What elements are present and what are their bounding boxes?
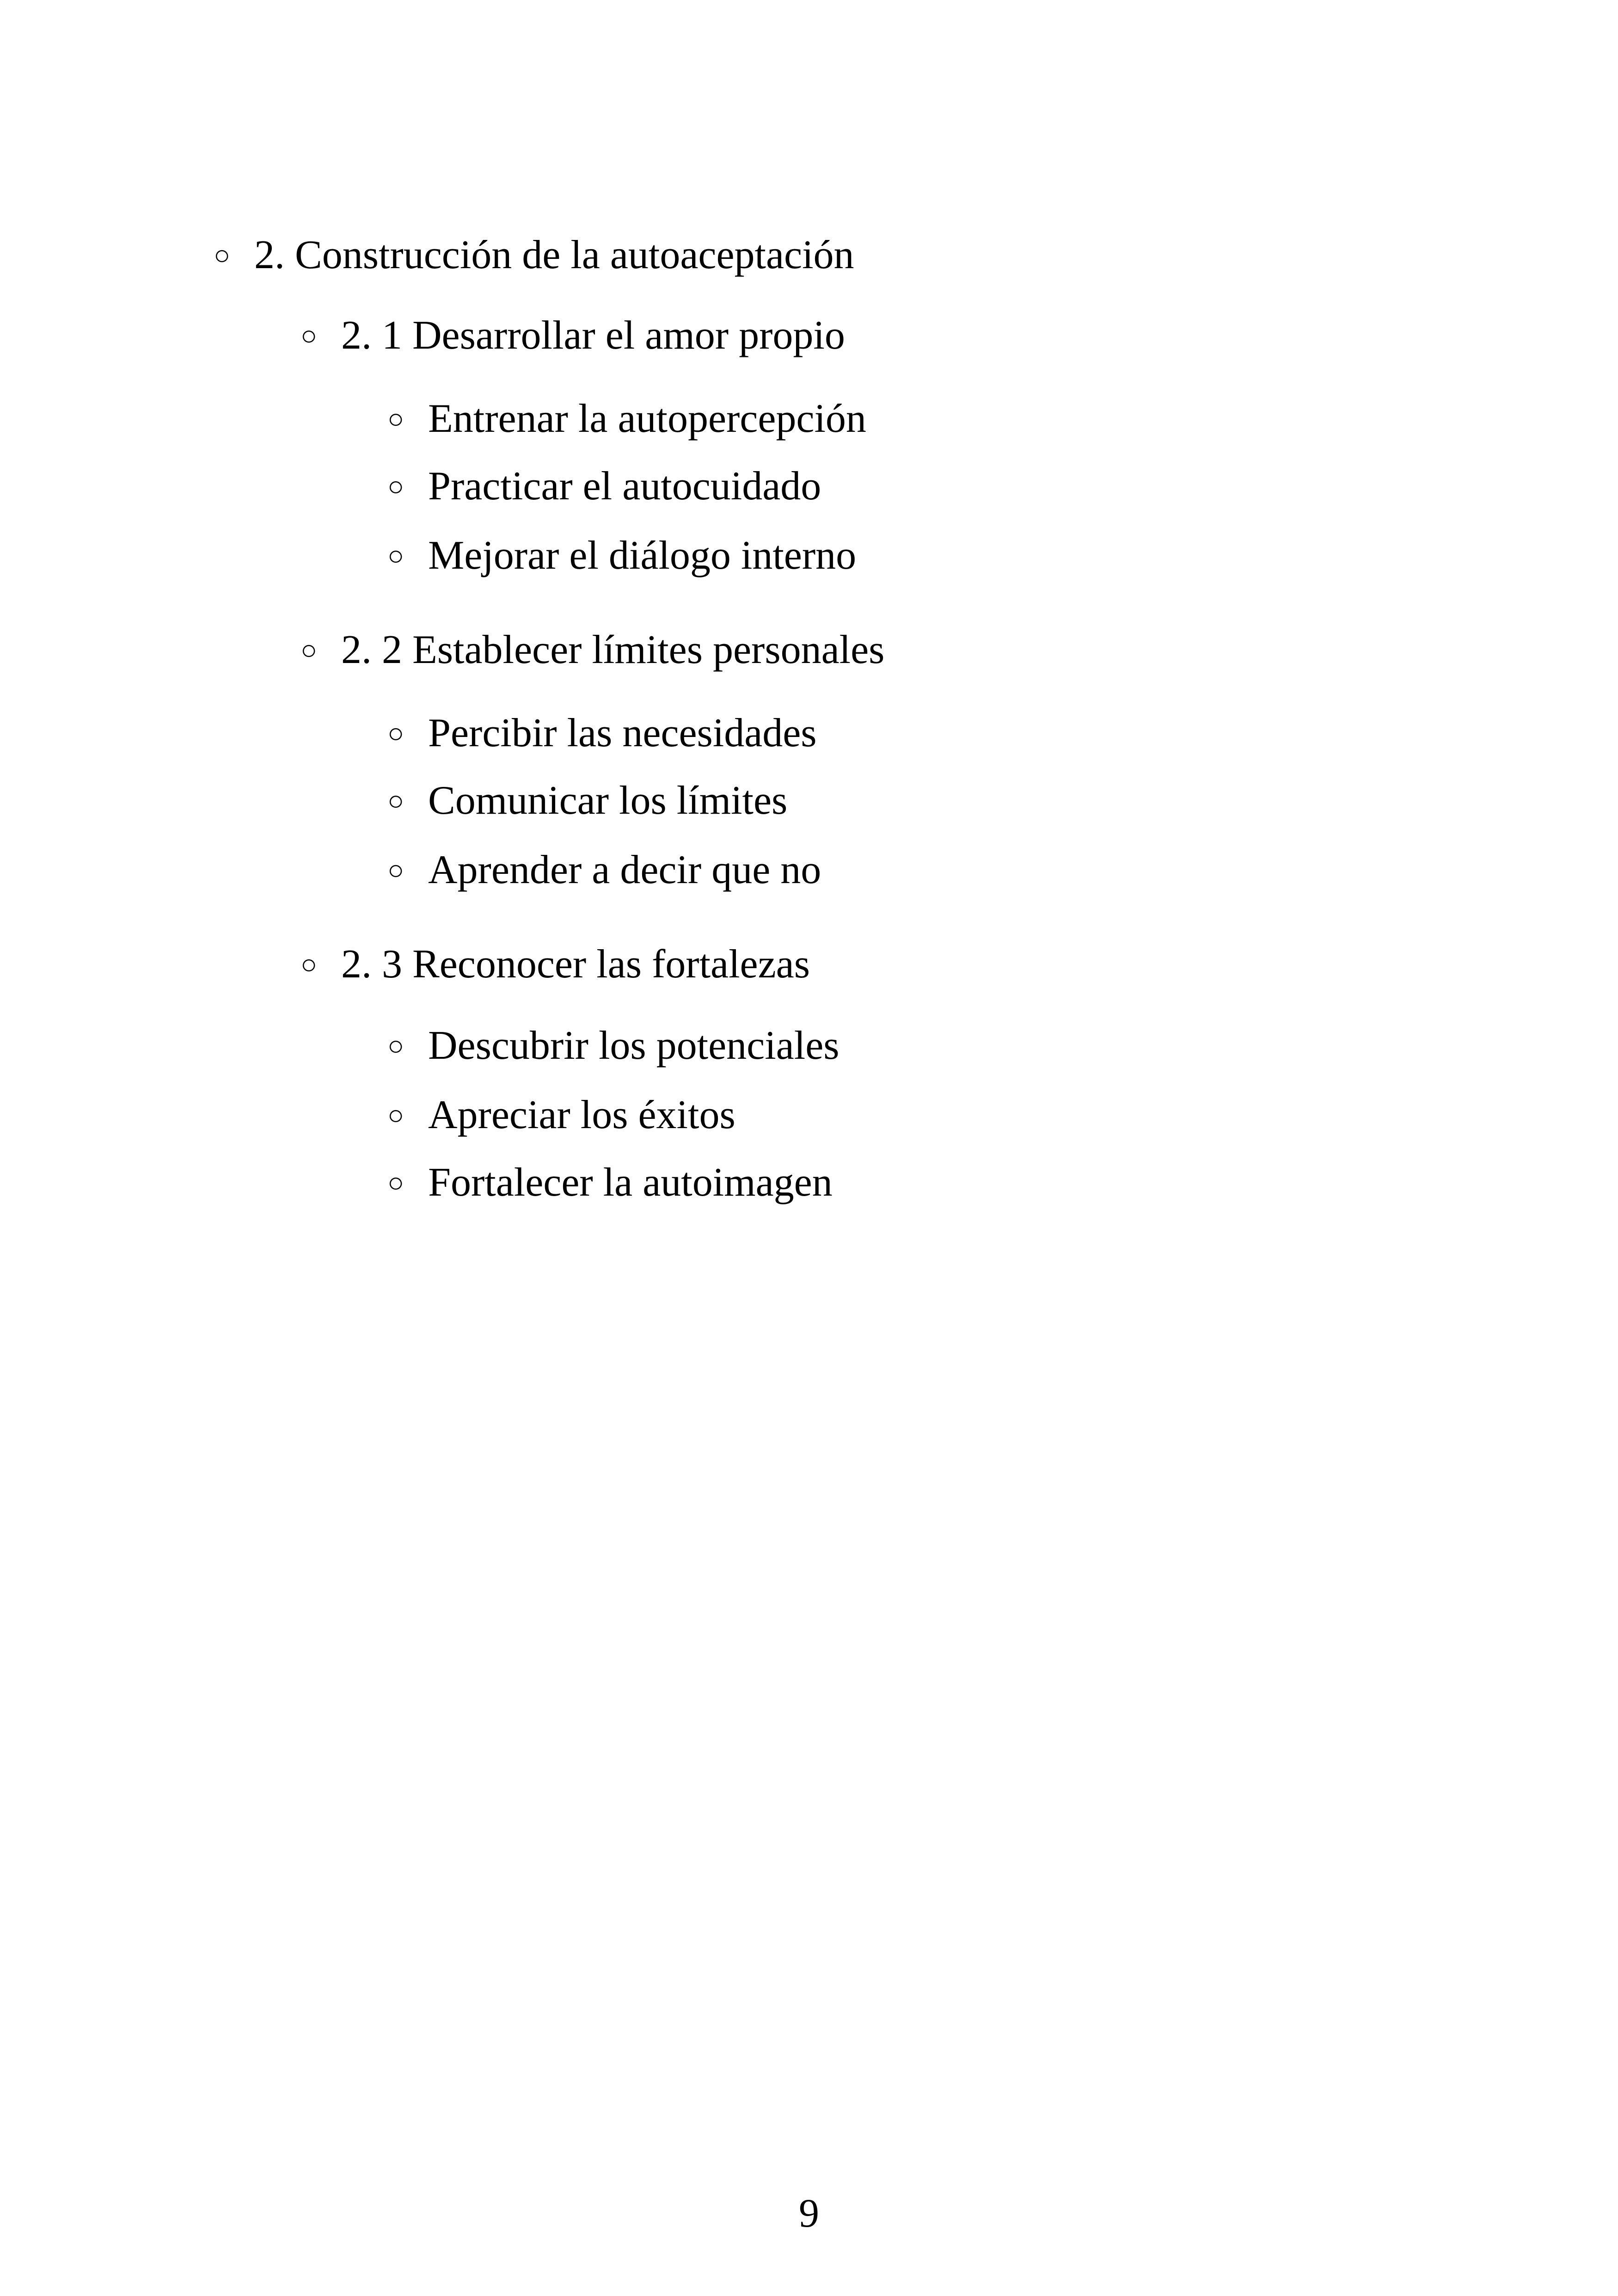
outline-subsection-item bbox=[300, 313, 845, 359]
hollow-circle-bullet-icon: ○ bbox=[387, 718, 404, 749]
outline-item-label: Fortalecer la autoimagen bbox=[428, 1160, 833, 1205]
outline-item-label: Comunicar los límites bbox=[428, 778, 788, 823]
outline-item-label: Practicar el autocuidado bbox=[428, 464, 821, 509]
outline-item-label: Apreciar los éxitos bbox=[428, 1093, 735, 1137]
outline-list-item bbox=[387, 533, 856, 579]
outline-list-item bbox=[387, 396, 866, 442]
hollow-circle-bullet-icon: ○ bbox=[387, 404, 404, 434]
outline-item-label: Mejorar el diálogo interno bbox=[428, 533, 857, 578]
outline-section-label: 2. Construcción de la autoaceptación bbox=[254, 233, 854, 277]
outline-list-item bbox=[387, 710, 817, 756]
hollow-circle-bullet-icon: ○ bbox=[300, 635, 318, 665]
hollow-circle-bullet-icon: ○ bbox=[387, 1100, 404, 1130]
hollow-circle-bullet-icon: ○ bbox=[214, 240, 231, 270]
hollow-circle-bullet-icon: ○ bbox=[387, 1167, 404, 1198]
outline-list-item bbox=[387, 1160, 833, 1206]
outline-list-item bbox=[387, 847, 821, 893]
outline-list-item bbox=[387, 1023, 840, 1069]
hollow-circle-bullet-icon: ○ bbox=[387, 786, 404, 816]
outline-subsection-label: 2. 3 Reconocer las fortalezas bbox=[341, 942, 810, 987]
outline-item-label: Entrenar la autopercepción bbox=[428, 396, 866, 441]
hollow-circle-bullet-icon: ○ bbox=[387, 540, 404, 571]
outline-subsection-label: 2. 1 Desarrollar el amor propio bbox=[341, 313, 845, 358]
outline-subsection-item bbox=[300, 941, 810, 988]
hollow-circle-bullet-icon: ○ bbox=[300, 949, 318, 980]
hollow-circle-bullet-icon: ○ bbox=[387, 855, 404, 885]
hollow-circle-bullet-icon: ○ bbox=[300, 320, 318, 351]
outline-list-item bbox=[387, 1092, 735, 1138]
hollow-circle-bullet-icon: ○ bbox=[387, 471, 404, 502]
outline-item-label: Percibir las necesidades bbox=[428, 711, 817, 755]
outline-list-item bbox=[387, 463, 821, 510]
outline-section-item bbox=[214, 232, 854, 278]
outline-item-label: Aprender a decir que no bbox=[428, 847, 821, 892]
outline-subsection-item bbox=[300, 627, 884, 673]
page-number: 9 bbox=[799, 2191, 819, 2236]
hollow-circle-bullet-icon: ○ bbox=[387, 1031, 404, 1061]
outline-list-item bbox=[387, 778, 787, 824]
outline-subsection-label: 2. 2 Establecer límites personales bbox=[341, 627, 885, 672]
outline-item-label: Descubrir los potenciales bbox=[428, 1023, 840, 1068]
